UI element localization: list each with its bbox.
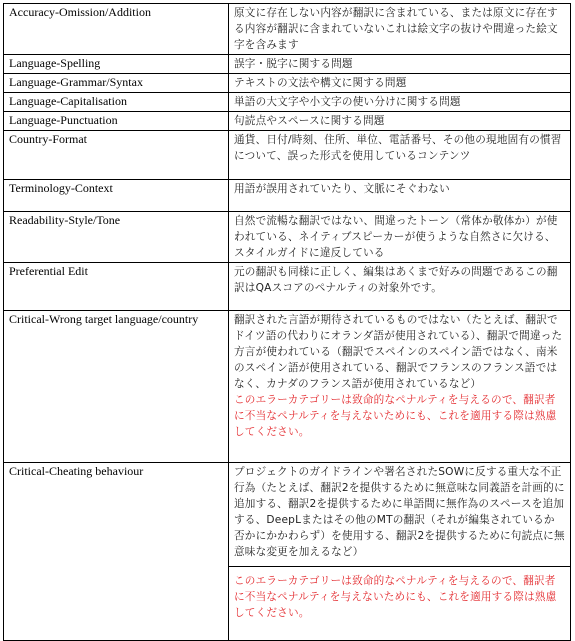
category-cell: Language-Capitalisation xyxy=(4,93,229,112)
category-cell: Critical-Wrong target language/country xyxy=(4,311,229,463)
warning-text: このエラーカテゴリーは致命的なペナルティを与えるので、翻訳者に不当なペナルティを与えないためにも、これを適用する際は熟慮してください。 xyxy=(234,575,557,619)
table-row xyxy=(4,74,571,93)
table-row xyxy=(4,4,571,55)
table-row xyxy=(4,93,571,112)
table-row xyxy=(4,463,571,641)
description-text: プロジェクトのガイドラインや署名されたSOWに反する重大な不正行為（たとえば、翻訳2を提供するために無意味な同義語を計画的に追加する、翻訳2を提供するために単語間に無作為のスペースを追加する、DeepLまたはその他のMTの翻訳（それが編集されているか否かにかかわらず）を使用する、翻訳2を提供するために句読点に無意味な変更を加えるなど） xyxy=(234,466,565,558)
description-cell: 単語の大文字や小文字の使い分けに関する問題 xyxy=(229,93,571,112)
category-cell: Critical-Cheating behaviour xyxy=(4,463,229,641)
description-cell: 元の翻訳も同様に正しく、編集はあくまで好みの問題であるこの翻訳はQAスコアのペナルティの対象外です。 xyxy=(229,263,571,311)
table-row xyxy=(4,131,571,180)
table-row xyxy=(4,263,571,311)
error-category-table xyxy=(3,3,571,641)
category-cell: Language-Spelling xyxy=(4,55,229,74)
category-cell: Preferential Edit xyxy=(4,263,229,311)
description-cell: テキストの文法や構文に関する問題 xyxy=(229,74,571,93)
table-row xyxy=(4,311,571,463)
table-row xyxy=(4,55,571,74)
description-cell: 原文に存在しない内容が翻訳に含まれている、または原文に存在する内容が翻訳に含まれていないこれは絵文字の抜けや間違った絵文字を含みます xyxy=(229,4,571,55)
table-row xyxy=(4,212,571,263)
description-cell: 通貨、日付/時刻、住所、単位、電話番号、その他の現地固有の慣習について、誤った形式を使用しているコンテンツ xyxy=(229,131,571,180)
category-cell: Language-Punctuation xyxy=(4,112,229,131)
description-cell xyxy=(229,463,571,641)
warning-text: このエラーカテゴリーは致命的なペナルティを与えるので、翻訳者に不当なペナルティを与えないためにも、これを適用する際は熟慮してください。 xyxy=(234,394,557,438)
table-row xyxy=(4,180,571,212)
description-cell: 句読点やスペースに関する問題 xyxy=(229,112,571,131)
category-cell: Accuracy-Omission/Addition xyxy=(4,4,229,55)
category-cell: Language-Grammar/Syntax xyxy=(4,74,229,93)
table-row xyxy=(4,112,571,131)
category-cell: Country-Format xyxy=(4,131,229,180)
description-text: 翻訳された言語が期待されているものではない（たとえば、翻訳でドイツ語の代わりにオランダ語が使用されている）、翻訳で間違った方言が使われている（翻訳でスペインのスペイン語ではなく、南米のスペイン語が使用されている、翻訳でフランスのフランス語ではなく、カナダのフランス語が使用されているなど） xyxy=(234,314,563,390)
description-cell: 誤字・脱字に関する問題 xyxy=(229,55,571,74)
category-cell: Readability-Style/Tone xyxy=(4,212,229,263)
description-cell: 用語が誤用されていたり、文脈にそぐわない xyxy=(229,180,571,212)
description-cell xyxy=(229,311,571,463)
inner-divider xyxy=(229,566,570,567)
description-cell: 自然で流暢な翻訳ではない、間違ったトーン（常体か敬体か）が使われている、ネイティブスピーカーが使うような自然さに欠ける、スタイルガイドに違反している xyxy=(229,212,571,263)
category-cell: Terminology-Context xyxy=(4,180,229,212)
